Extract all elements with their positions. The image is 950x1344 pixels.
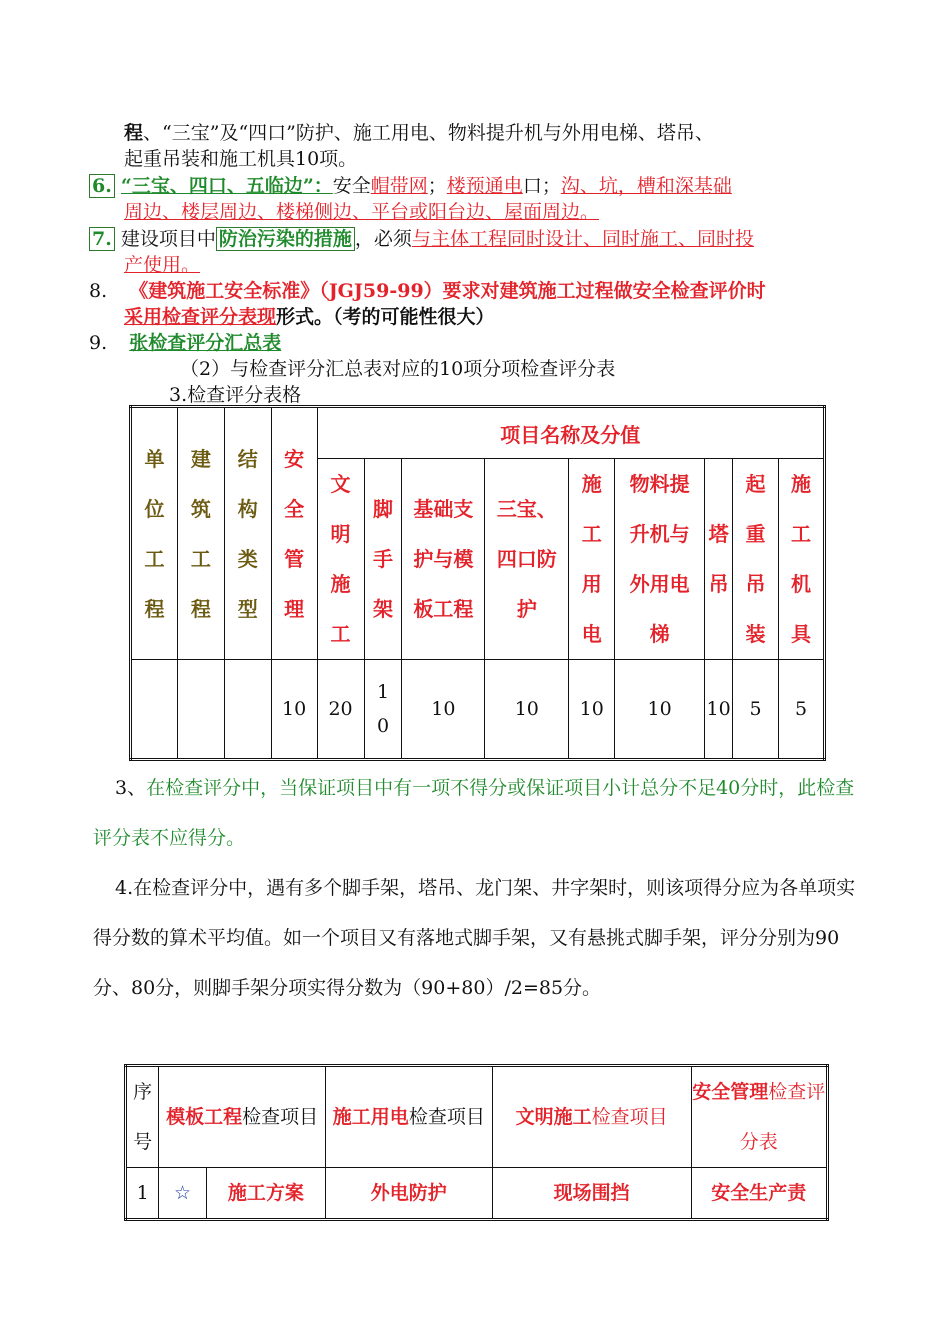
header-text: 单位工程 xyxy=(144,446,165,621)
item-cell xyxy=(402,459,485,660)
text-red: 楼预通电 xyxy=(446,175,523,197)
item-text: 物料提升机与外用电梯 xyxy=(629,472,690,646)
item-cell xyxy=(317,459,364,660)
text: 口； xyxy=(522,175,561,197)
header-cell xyxy=(177,407,224,660)
score-cell xyxy=(364,660,402,760)
check-items-table xyxy=(124,1064,829,1221)
header-cell xyxy=(691,1066,827,1168)
header-text: 检查项目 xyxy=(408,1106,485,1128)
header-cell xyxy=(224,407,271,660)
text: 起重吊装和施工机具10项。 xyxy=(124,148,358,170)
text-red: 沟、坑，槽和深基础 xyxy=(560,175,732,197)
text: 建设项目中 xyxy=(120,228,216,250)
header-text: 序号 xyxy=(133,1081,153,1153)
score-cell: 10 xyxy=(705,660,733,760)
table-cell: 安全生产责 xyxy=(691,1168,827,1220)
text: 3.检查评分表格 xyxy=(169,384,302,406)
item-cell xyxy=(615,459,705,660)
header-red: 模板工程 xyxy=(166,1106,243,1128)
score-cell: 10 xyxy=(569,660,615,760)
text-green: 张检查评分汇总表 xyxy=(129,332,282,354)
item-text: 基础支护与模板工程 xyxy=(413,497,474,621)
text-line xyxy=(89,226,754,252)
text-line xyxy=(124,252,200,278)
text-line xyxy=(124,304,495,330)
text-heading: “三宝、四口、五临边”： xyxy=(120,175,333,197)
text-red: 周边、楼层周边、楼梯侧边、平台或阳台边、屋面周边。 xyxy=(124,201,600,223)
item-text: 脚手架 xyxy=(372,497,393,621)
header-text: 建筑工程 xyxy=(190,446,211,621)
text-line xyxy=(124,120,714,146)
item-text: 施工用电 xyxy=(581,472,602,646)
paragraph-number: 3、 xyxy=(115,777,147,799)
item-text: 塔吊 xyxy=(708,522,729,596)
text-bold: 程 xyxy=(124,122,144,144)
paragraph-text: 4.在检查评分中，遇有多个脚手架，塔吊、龙门架、井字架时，则该项得分应为各单项实得分数的算术平均值。如一个项目又有落地式脚手架，又有悬挑式脚手架，评分分别为90分、80分，则脚手架分项实得分数为（90+80）/2=85分。 xyxy=(93,877,856,999)
text-bold: 形式。（考的可能性很大） xyxy=(276,306,495,328)
header-red: 文明施工 xyxy=(515,1106,592,1128)
header-red: 施工用电 xyxy=(332,1106,409,1128)
score-cell: 10 xyxy=(485,660,569,760)
text: ，必须 xyxy=(354,228,412,250)
header-cell xyxy=(159,1066,326,1168)
table-cell: 外电防护 xyxy=(325,1168,492,1220)
text-red: 与主体工程同时设计、同时施工、同时投 xyxy=(411,228,754,250)
text: ； xyxy=(427,175,447,197)
text: （2）与检查评分汇总表对应的10项分项检查评分表 xyxy=(180,358,616,380)
paragraph-text: 在检查评分中，当保证项目中有一项不得分或保证项目小计总分不足40分时，此检查评分表不应得分。 xyxy=(93,777,855,849)
table-cell: 现场围挡 xyxy=(492,1168,691,1220)
text-line xyxy=(89,278,766,304)
header-text: 安全管理 xyxy=(284,446,305,621)
item-cell xyxy=(705,459,733,660)
table-cell: 施工方案 xyxy=(206,1168,325,1220)
paragraph xyxy=(93,863,873,1013)
list-number: 9. xyxy=(89,332,108,354)
header-text: 结构类型 xyxy=(237,446,258,621)
score-cell xyxy=(131,660,178,760)
header-text: 检查项目 xyxy=(242,1106,319,1128)
item-cell xyxy=(733,459,779,660)
item-text: 起重吊装 xyxy=(745,472,766,646)
list-number: 7. xyxy=(89,227,115,251)
star-icon: ☆ xyxy=(159,1168,206,1220)
item-text: 文明施工 xyxy=(330,472,351,646)
text-line xyxy=(89,330,281,356)
text-line xyxy=(89,173,732,199)
text-line xyxy=(124,146,357,172)
item-cell xyxy=(778,459,824,660)
score-cell: 10 xyxy=(402,660,485,760)
header-cell xyxy=(271,407,317,660)
text-red: 《建筑施工安全标准》（JGJ59-99）要求对建筑施工过程做安全检查评价时 xyxy=(129,280,766,302)
list-number: 8. xyxy=(89,280,108,302)
text-red: 帽带网 xyxy=(370,175,428,197)
item-cell xyxy=(569,459,615,660)
header-cell xyxy=(131,407,178,660)
text-line xyxy=(124,199,599,225)
text: 安全 xyxy=(332,175,371,197)
text-boxed: 防治污染的措施 xyxy=(216,227,355,251)
header-text: 项目名称及分值 xyxy=(500,422,641,447)
text-red: 产使用。 xyxy=(124,254,201,276)
text-red: 采用检查评分表现 xyxy=(124,306,277,328)
header-text: 检查项目 xyxy=(591,1106,668,1128)
item-cell xyxy=(485,459,569,660)
header-cell xyxy=(317,407,824,459)
header-cell xyxy=(492,1066,691,1168)
text: 、“三宝”及“四口”防护、施工用电、物料提升机与外用电梯、塔吊、 xyxy=(143,122,714,144)
text-line xyxy=(180,356,615,382)
score-table xyxy=(129,405,826,761)
row-number: 1 xyxy=(126,1168,159,1220)
header-cell xyxy=(325,1066,492,1168)
item-cell xyxy=(364,459,402,660)
score-cell: 5 xyxy=(733,660,779,760)
score-cell: 5 xyxy=(778,660,824,760)
score-cell xyxy=(224,660,271,760)
header-text: 检查评分表 xyxy=(739,1081,826,1153)
score-cell: 20 xyxy=(317,660,364,760)
score-cell xyxy=(177,660,224,760)
score-cell: 10 xyxy=(615,660,705,760)
item-text: 施工机具 xyxy=(790,472,811,646)
header-red: 安全管理 xyxy=(692,1081,769,1103)
paragraph xyxy=(93,763,873,863)
item-text: 三宝、四口防护 xyxy=(496,497,557,621)
score-cell: 10 xyxy=(271,660,317,760)
list-number: 6. xyxy=(89,174,115,198)
header-cell xyxy=(126,1066,159,1168)
score-text: 10 xyxy=(376,681,390,737)
